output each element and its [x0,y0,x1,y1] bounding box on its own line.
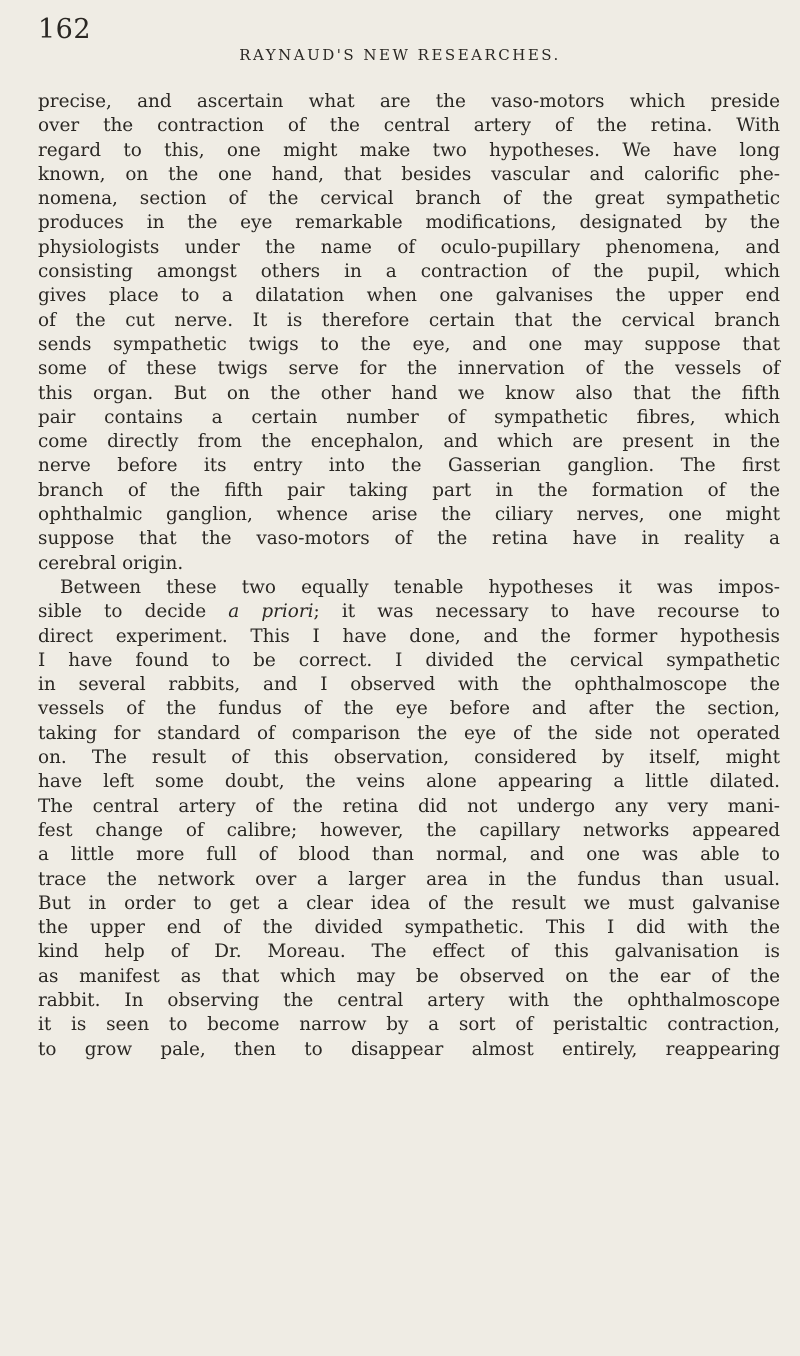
text-line: cerebral origin. [38,552,184,574]
text-line: on. The result of this observation, considered by itself, might [38,747,780,769]
text-line: gives place to a dilatation when one galvanises the upper end [38,285,780,307]
text-line: ophthalmic ganglion, whence arise the ciliary nerves, one might [38,504,780,526]
text-line: a little more full of blood than normal, and one was able to [38,844,780,866]
text-line: rabbit. In observing the central artery with the ophthalmoscope [38,989,780,1011]
text-line: physiologists under the name of oculo-pupillary phenomena, and [38,236,780,258]
text-line: regard to this, one might make two hypotheses. We have long [38,139,780,161]
running-title: RAYNAUD'S NEW RESEARCHES. [239,46,561,64]
text-line: But in order to get a clear idea of the result we must galvanise [38,892,780,914]
text-line: in several rabbits, and I observed with the ophthalmoscope the [38,674,780,696]
text-line: precise, and ascertain what are the vaso-motors which preside [38,91,780,112]
text-line: this organ. But on the other hand we know also that the fifth [38,382,780,404]
text-line: it is seen to become narrow by a sort of peristaltic contraction, [38,1014,780,1036]
text-line: the upper end of the divided sympathetic. This I did with the [38,917,780,939]
paragraph-start-line: Between these two equally tenable hypotheses it was impos- [60,576,780,598]
text-line: as manifest as that which may be observed on the ear of the [38,965,780,987]
text-line: The central artery of the retina did not undergo any very mani- [38,795,780,817]
text-line: fest change of calibre; however, the capillary networks appeared [38,819,780,841]
text-line: produces in the eye remarkable modifications, designated by the [38,212,780,234]
text-line: vessels of the fundus of the eye before and after the section, [38,698,780,720]
text-line: have left some doubt, the veins alone appearing a little dilated. [38,771,780,793]
text-line: to grow pale, then to disappear almost entirely, reappearing [38,1038,780,1060]
text-line: known, on the one hand, that besides vascular and calorific phe- [38,163,780,185]
text-line: over the contraction of the central artery of the retina. With [38,115,780,137]
text-line: branch of the fifth pair taking part in the formation of the [38,479,780,501]
text-line: nerve before its entry into the Gasserian ganglion. The first [38,455,780,477]
text-line-with-italic [38,600,780,624]
text-line: nomena, section of the cervical branch of the great sympathetic [38,188,780,210]
text-fragment: ; it was necessary to have recourse to [313,601,780,623]
text-line: of the cut nerve. It is therefore certain that the cervical branch [38,309,780,331]
text-fragment: sible to decide [38,601,229,623]
text-line: taking for standard of comparison the eye of the side not operated [38,722,780,744]
text-line: consisting amongst others in a contraction of the pupil, which [38,261,780,283]
text-line: I have found to be correct. I divided the cervical sympathetic [38,649,780,671]
text-line: some of these twigs serve for the innervation of the vessels of [38,358,780,380]
body-text [38,90,780,1062]
text-line: kind help of Dr. Moreau. The effect of this galvanisation is [38,941,780,963]
page-number: 162 [38,14,92,45]
text-line: come directly from the encephalon, and which are present in the [38,431,780,453]
italic-phrase: a priori [228,601,314,623]
text-line: pair contains a certain number of sympathetic fibres, which [38,406,780,428]
text-line: direct experiment. This I have done, and the former hypothesis [38,625,780,647]
text-line: trace the network over a larger area in the fundus than usual. [38,868,780,890]
text-line: sends sympathetic twigs to the eye, and one may suppose that [38,333,780,355]
text-line: suppose that the vaso-motors of the retina have in reality a [38,528,780,550]
